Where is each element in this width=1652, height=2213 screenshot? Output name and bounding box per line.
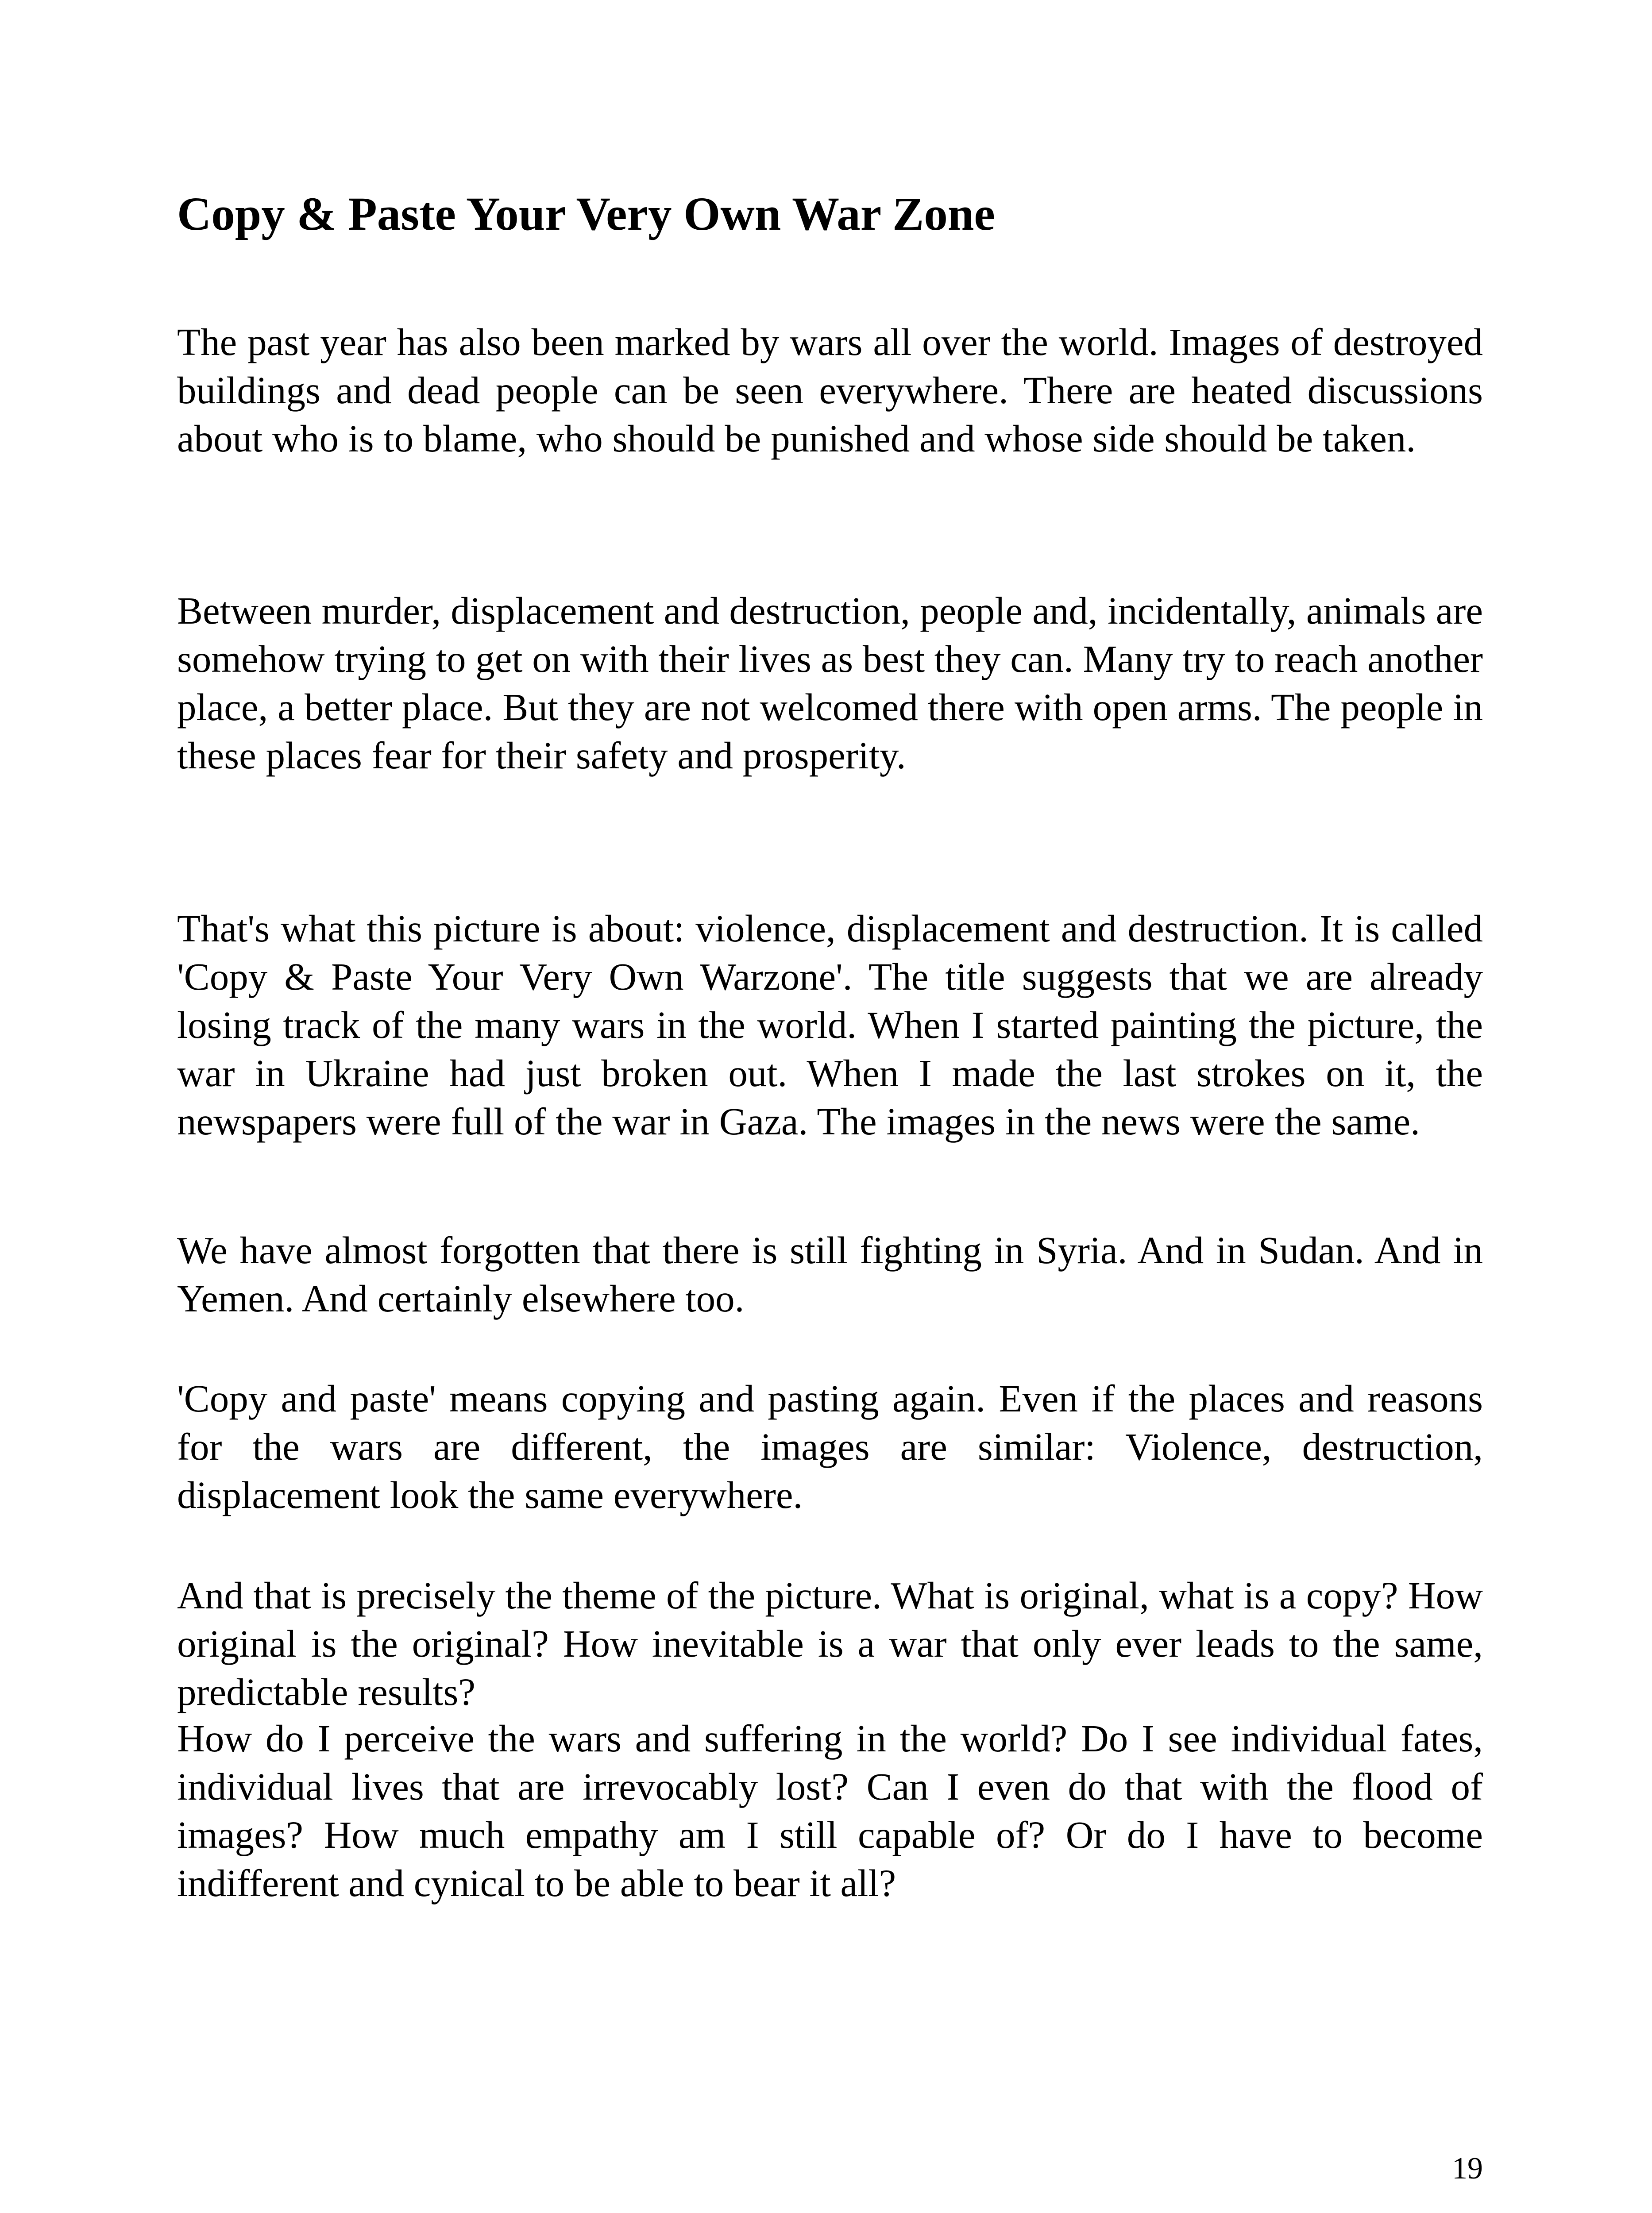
paragraph-6: And that is precisely the theme of the picture. What is original, what is a copy? How original is the original? How inevitable is a war that only ever leads to the same, predictable results? bbox=[177, 1574, 1483, 1713]
paragraph-7: How do I perceive the wars and suffering in the world? Do I see individual fates, individual lives that are irrevocably lost? Can I even do that with the flood of images? How much empathy am I still capable of? Or do I have to become indifferent and cynical to be able to bear it all? bbox=[177, 1717, 1483, 1905]
page-number: 19 bbox=[1452, 2151, 1483, 2186]
paragraph-5: 'Copy and paste' means copying and pasting again. Even if the places and reasons for the wars are different, the images are similar: Violence, destruction, displacement look the same everywhere. bbox=[177, 1377, 1483, 1516]
paragraph-1: The past year has also been marked by wars all over the world. Images of destroyed buildings and dead people can be seen everywhere. There are heated discussions about who is to blame, who should be punished and whose side should be taken. bbox=[177, 320, 1483, 460]
paragraph-2: Between murder, displacement and destruction, people and, incidentally, animals are somehow trying to get on with their lives as best they can. Many try to reach another place, a better place. But they are not welcomed there with open arms. The people in these places fear for their safety and prosperity. bbox=[177, 589, 1483, 777]
paragraph-4: We have almost forgotten that there is still fighting in Syria. And in Sudan. And in Yemen. And certainly elsewhere too. bbox=[177, 1229, 1483, 1320]
page-title: Copy & Paste Your Very Own War Zone bbox=[177, 188, 995, 240]
paragraph-3: That's what this picture is about: violence, displacement and destruction. It is called 'Copy & Paste Your Very Own Warzone'. The title suggests that we are already losing track of the many wars in the world. When I started painting the picture, the war in Ukraine had just broken out. When I made the last strokes on it, the newspapers were full of the war in Gaza. The images in the news were the same. bbox=[177, 907, 1483, 1143]
